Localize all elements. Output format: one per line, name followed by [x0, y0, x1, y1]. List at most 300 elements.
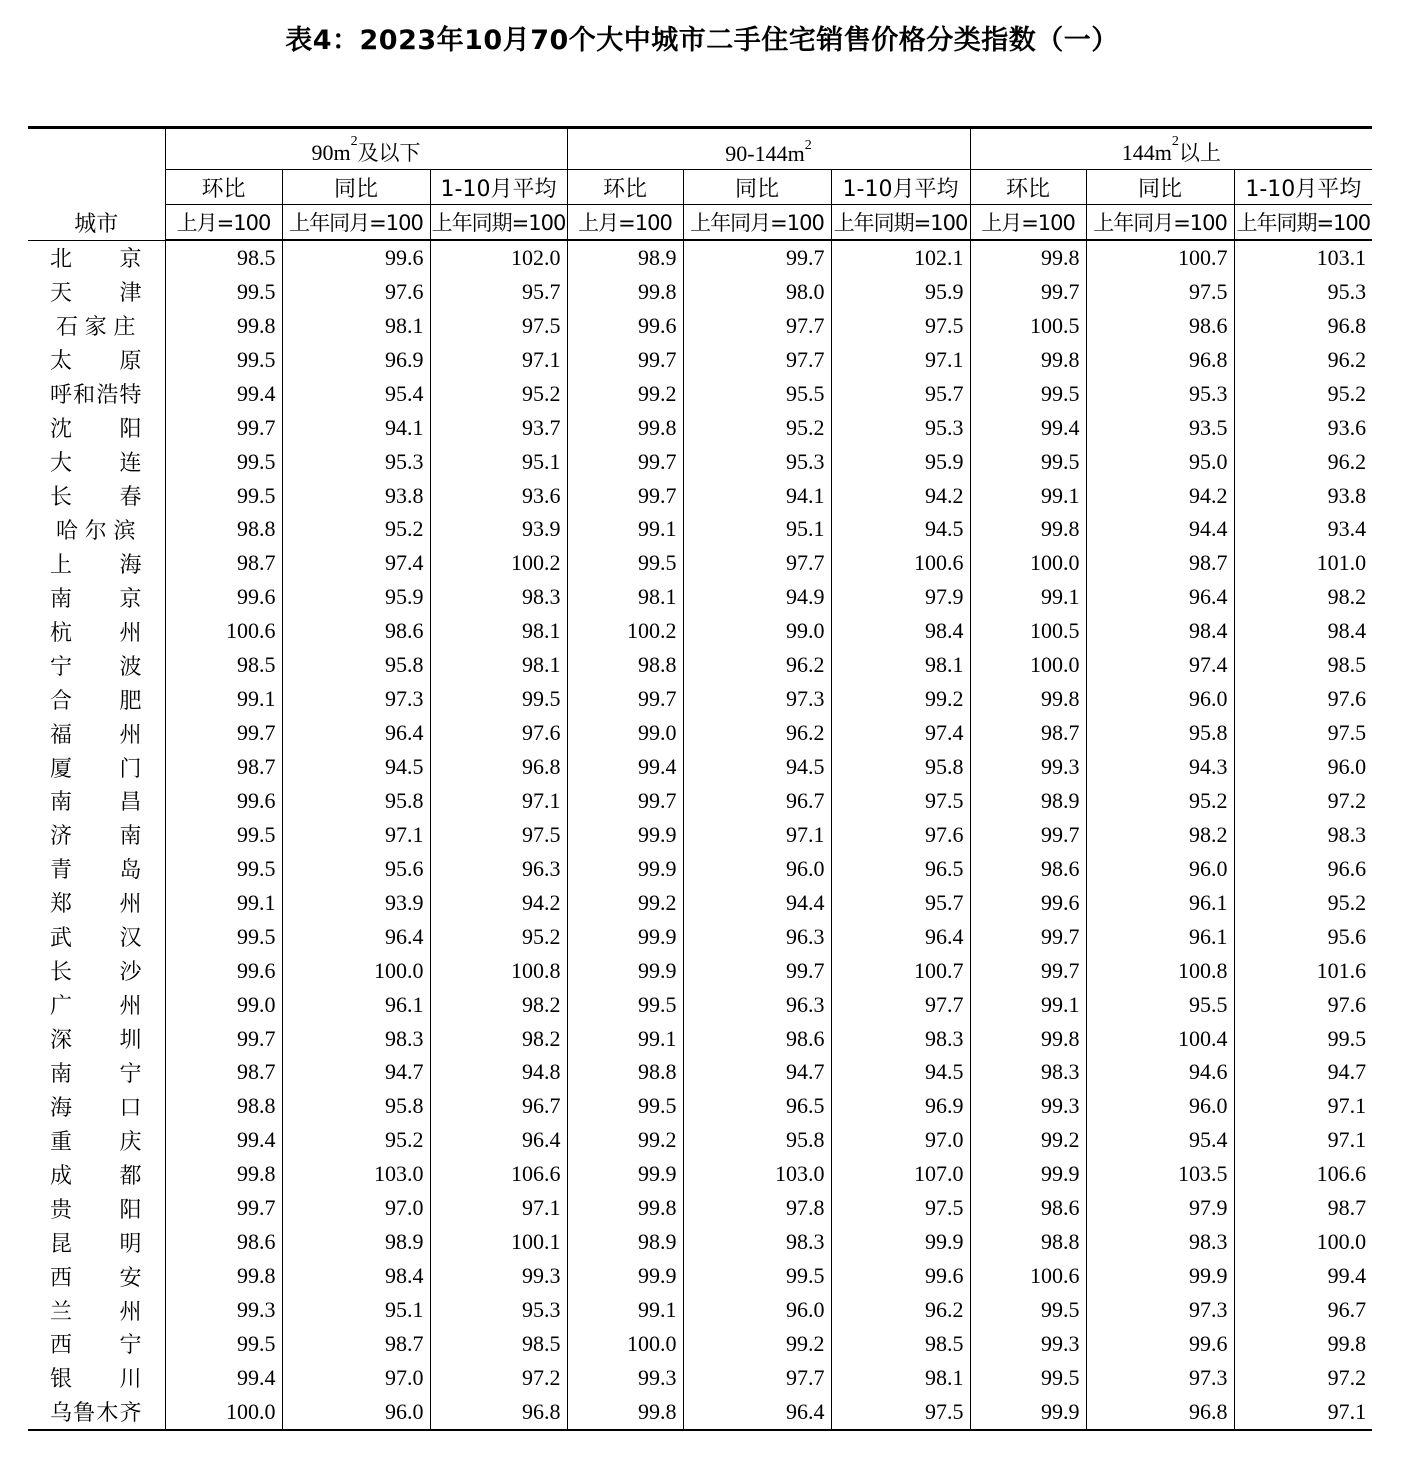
value-cell: 98.5 — [165, 648, 282, 682]
value-cell: 95.3 — [1086, 377, 1234, 411]
value-cell: 99.5 — [165, 479, 282, 513]
value-cell: 99.5 — [567, 988, 683, 1022]
value-cell: 97.1 — [430, 343, 567, 377]
value-cell: 100.0 — [1234, 1225, 1372, 1259]
value-cell: 100.6 — [165, 614, 282, 648]
table-row — [28, 750, 1372, 784]
value-cell: 98.9 — [567, 240, 683, 275]
table-row — [28, 1123, 1372, 1157]
city-cell: 福州 — [50, 722, 143, 748]
value-cell: 99.4 — [970, 411, 1086, 445]
value-cell: 98.9 — [282, 1225, 430, 1259]
value-cell: 94.1 — [683, 479, 831, 513]
value-cell: 102.0 — [430, 240, 567, 275]
value-cell: 99.0 — [165, 988, 282, 1022]
value-cell: 99.3 — [970, 1327, 1086, 1361]
city-cell: 长春 — [50, 485, 143, 511]
value-cell: 97.1 — [430, 784, 567, 818]
value-cell: 97.2 — [1234, 1361, 1372, 1395]
value-cell: 97.6 — [430, 716, 567, 750]
value-cell: 99.6 — [282, 240, 430, 275]
value-cell: 99.4 — [1234, 1259, 1372, 1293]
value-cell: 98.7 — [165, 1056, 282, 1090]
value-cell: 97.7 — [683, 546, 831, 580]
city-cell: 大连 — [50, 451, 143, 477]
value-cell: 98.3 — [683, 1225, 831, 1259]
table-row — [28, 1395, 1372, 1430]
value-cell: 99.7 — [165, 1022, 282, 1056]
value-cell: 98.6 — [683, 1022, 831, 1056]
value-cell: 98.2 — [1234, 580, 1372, 614]
value-cell: 99.9 — [567, 954, 683, 988]
value-cell: 96.7 — [1234, 1293, 1372, 1327]
value-cell: 101.6 — [1234, 954, 1372, 988]
value-cell: 98.6 — [970, 1191, 1086, 1225]
table-row — [28, 411, 1372, 445]
table-row — [28, 1056, 1372, 1090]
value-cell: 99.8 — [165, 1157, 282, 1191]
value-cell: 95.4 — [1086, 1123, 1234, 1157]
value-cell: 97.1 — [282, 818, 430, 852]
value-cell: 99.5 — [165, 343, 282, 377]
value-cell: 99.9 — [567, 1259, 683, 1293]
value-cell: 97.0 — [282, 1191, 430, 1225]
city-cell: 哈尔滨 — [56, 518, 137, 544]
value-cell: 99.1 — [567, 1022, 683, 1056]
value-cell: 94.5 — [831, 513, 970, 547]
value-cell: 97.0 — [831, 1123, 970, 1157]
table-row — [28, 546, 1372, 580]
value-cell: 97.4 — [1086, 648, 1234, 682]
value-cell: 95.8 — [1086, 716, 1234, 750]
value-cell: 97.8 — [683, 1191, 831, 1225]
value-cell: 100.0 — [282, 954, 430, 988]
value-cell: 99.5 — [683, 1259, 831, 1293]
value-cell: 99.2 — [567, 886, 683, 920]
base-header: 上年同月=100 — [683, 205, 831, 241]
value-cell: 99.8 — [567, 1191, 683, 1225]
table-row — [28, 1225, 1372, 1259]
table-row — [28, 920, 1372, 954]
city-cell: 兰州 — [50, 1299, 143, 1325]
value-cell: 99.4 — [165, 377, 282, 411]
table-row — [28, 580, 1372, 614]
value-cell: 99.2 — [970, 1123, 1086, 1157]
sub-header: 1-10月平均 — [831, 170, 970, 205]
table-row — [28, 614, 1372, 648]
value-cell: 98.8 — [567, 648, 683, 682]
value-cell: 106.6 — [430, 1157, 567, 1191]
value-cell: 99.5 — [970, 377, 1086, 411]
city-column-header: 城市 — [28, 128, 165, 241]
value-cell: 94.5 — [282, 750, 430, 784]
value-cell: 95.8 — [282, 784, 430, 818]
value-cell: 95.0 — [1086, 445, 1234, 479]
table-row — [28, 377, 1372, 411]
value-cell: 97.1 — [1234, 1123, 1372, 1157]
value-cell: 100.0 — [567, 1327, 683, 1361]
value-cell: 94.3 — [1086, 750, 1234, 784]
value-cell: 99.5 — [165, 852, 282, 886]
value-cell: 95.3 — [430, 1293, 567, 1327]
value-cell: 99.8 — [567, 1395, 683, 1430]
value-cell: 93.9 — [430, 513, 567, 547]
value-cell: 99.3 — [970, 750, 1086, 784]
value-cell: 99.5 — [165, 445, 282, 479]
value-cell: 99.1 — [165, 682, 282, 716]
value-cell: 97.9 — [831, 580, 970, 614]
value-cell: 99.6 — [165, 954, 282, 988]
value-cell: 100.8 — [430, 954, 567, 988]
value-cell: 99.9 — [831, 1225, 970, 1259]
city-cell: 天津 — [50, 281, 143, 307]
value-cell: 98.7 — [970, 716, 1086, 750]
value-cell: 99.3 — [970, 1089, 1086, 1123]
value-cell: 99.6 — [165, 784, 282, 818]
value-cell: 96.1 — [1086, 886, 1234, 920]
value-cell: 98.9 — [970, 784, 1086, 818]
value-cell: 95.5 — [683, 377, 831, 411]
city-cell: 南宁 — [50, 1061, 143, 1087]
value-cell: 96.4 — [831, 920, 970, 954]
value-cell: 95.1 — [683, 513, 831, 547]
value-cell: 99.5 — [970, 445, 1086, 479]
value-cell: 102.1 — [831, 240, 970, 275]
value-cell: 95.9 — [282, 580, 430, 614]
table-row — [28, 886, 1372, 920]
value-cell: 95.6 — [1234, 920, 1372, 954]
city-cell: 贵阳 — [50, 1197, 143, 1223]
sub-header: 同比 — [683, 170, 831, 205]
value-cell: 95.7 — [430, 275, 567, 309]
value-cell: 97.5 — [831, 1395, 970, 1430]
value-cell: 99.6 — [165, 580, 282, 614]
table-row — [28, 1293, 1372, 1327]
value-cell: 95.3 — [683, 445, 831, 479]
value-cell: 98.7 — [1234, 1191, 1372, 1225]
group-header: $90m^2$及以下 — [165, 128, 567, 170]
value-cell: 99.5 — [430, 682, 567, 716]
value-cell: 95.1 — [430, 445, 567, 479]
sub-header: 环比 — [165, 170, 282, 205]
value-cell: 98.1 — [430, 614, 567, 648]
table-row — [28, 1022, 1372, 1056]
value-cell: 96.2 — [683, 716, 831, 750]
value-cell: 98.6 — [1086, 309, 1234, 343]
value-cell: 96.1 — [282, 988, 430, 1022]
value-cell: 96.4 — [282, 920, 430, 954]
value-cell: 99.6 — [970, 886, 1086, 920]
value-cell: 99.8 — [567, 411, 683, 445]
value-cell: 96.6 — [1234, 852, 1372, 886]
value-cell: 97.9 — [1086, 1191, 1234, 1225]
city-cell: 海口 — [50, 1095, 143, 1121]
value-cell: 96.3 — [683, 988, 831, 1022]
value-cell: 96.8 — [1086, 343, 1234, 377]
value-cell: 93.9 — [282, 886, 430, 920]
value-cell: 95.5 — [1086, 988, 1234, 1022]
value-cell: 98.5 — [430, 1327, 567, 1361]
page-title: 表4：2023年10月70个大中城市二手住宅销售价格分类指数（一） — [285, 25, 1119, 56]
table-row — [28, 479, 1372, 513]
value-cell: 99.8 — [567, 275, 683, 309]
value-cell: 99.7 — [567, 445, 683, 479]
city-cell: 西安 — [50, 1265, 143, 1291]
value-cell: 97.5 — [1086, 275, 1234, 309]
value-cell: 103.0 — [282, 1157, 430, 1191]
city-cell: 成都 — [50, 1163, 143, 1189]
value-cell: 99.3 — [430, 1259, 567, 1293]
city-cell: 昆明 — [50, 1231, 143, 1257]
value-cell: 96.4 — [430, 1123, 567, 1157]
value-cell: 99.5 — [567, 1089, 683, 1123]
sub-header: 环比 — [970, 170, 1086, 205]
value-cell: 95.8 — [831, 750, 970, 784]
value-cell: 96.5 — [831, 852, 970, 886]
value-cell: 96.2 — [1234, 445, 1372, 479]
value-cell: 95.2 — [282, 513, 430, 547]
value-cell: 100.5 — [970, 614, 1086, 648]
base-header: 上月=100 — [567, 205, 683, 241]
base-header: 上年同期=100 — [430, 205, 567, 241]
table-row — [28, 240, 1372, 275]
value-cell: 99.7 — [683, 240, 831, 275]
value-cell: 97.3 — [282, 682, 430, 716]
value-cell: 98.5 — [1234, 648, 1372, 682]
value-cell: 97.1 — [831, 343, 970, 377]
value-cell: 96.0 — [683, 852, 831, 886]
value-cell: 99.1 — [970, 580, 1086, 614]
city-cell: 郑州 — [50, 892, 143, 918]
value-cell: 95.8 — [282, 648, 430, 682]
value-cell: 93.4 — [1234, 513, 1372, 547]
city-cell: 杭州 — [50, 620, 143, 646]
value-cell: 95.2 — [430, 377, 567, 411]
city-cell: 济南 — [50, 824, 143, 850]
value-cell: 98.3 — [970, 1056, 1086, 1090]
value-cell: 103.5 — [1086, 1157, 1234, 1191]
value-cell: 100.7 — [1086, 240, 1234, 275]
city-cell: 青岛 — [50, 858, 143, 884]
base-header: 上年同期=100 — [1234, 205, 1372, 241]
value-cell: 98.3 — [1086, 1225, 1234, 1259]
value-cell: 99.7 — [567, 343, 683, 377]
value-cell: 95.2 — [430, 920, 567, 954]
table-row — [28, 445, 1372, 479]
value-cell: 96.0 — [1234, 750, 1372, 784]
table-row — [28, 275, 1372, 309]
table-row — [28, 818, 1372, 852]
value-cell: 100.7 — [831, 954, 970, 988]
value-cell: 99.4 — [165, 1123, 282, 1157]
value-cell: 97.5 — [430, 309, 567, 343]
value-cell: 99.8 — [165, 309, 282, 343]
city-cell: 宁波 — [50, 654, 143, 680]
sub-header: 1-10月平均 — [430, 170, 567, 205]
base-header: 上月=100 — [165, 205, 282, 241]
city-cell: 呼和浩特 — [50, 383, 143, 409]
table-row — [28, 716, 1372, 750]
value-cell: 99.2 — [683, 1327, 831, 1361]
value-cell: 98.4 — [831, 614, 970, 648]
value-cell: 97.7 — [831, 988, 970, 1022]
value-cell: 97.1 — [1234, 1395, 1372, 1430]
value-cell: 96.7 — [683, 784, 831, 818]
sub-header: 1-10月平均 — [1234, 170, 1372, 205]
table-row — [28, 1157, 1372, 1191]
value-cell: 98.2 — [430, 1022, 567, 1056]
value-cell: 95.2 — [683, 411, 831, 445]
value-cell: 97.3 — [1086, 1361, 1234, 1395]
value-cell: 95.3 — [282, 445, 430, 479]
value-cell: 99.5 — [165, 275, 282, 309]
value-cell: 98.4 — [1086, 614, 1234, 648]
value-cell: 99.7 — [970, 920, 1086, 954]
value-cell: 99.9 — [567, 920, 683, 954]
value-cell: 93.5 — [1086, 411, 1234, 445]
sub-header: 同比 — [282, 170, 430, 205]
value-cell: 97.1 — [683, 818, 831, 852]
value-cell: 99.0 — [683, 614, 831, 648]
value-cell: 94.9 — [683, 580, 831, 614]
value-cell: 95.3 — [831, 411, 970, 445]
value-cell: 99.5 — [970, 1361, 1086, 1395]
city-cell: 广州 — [50, 994, 143, 1020]
table-row — [28, 1259, 1372, 1293]
value-cell: 99.2 — [567, 1123, 683, 1157]
value-cell: 97.3 — [683, 682, 831, 716]
group-header: $90-144m^2$ — [567, 128, 970, 170]
value-cell: 95.7 — [831, 377, 970, 411]
base-header: 上月=100 — [970, 205, 1086, 241]
value-cell: 95.2 — [282, 1123, 430, 1157]
value-cell: 99.2 — [831, 682, 970, 716]
value-cell: 99.4 — [567, 750, 683, 784]
city-cell: 石家庄 — [56, 315, 137, 341]
value-cell: 93.6 — [430, 479, 567, 513]
city-cell: 合肥 — [50, 688, 143, 714]
value-cell: 97.2 — [1234, 784, 1372, 818]
value-cell: 99.6 — [567, 309, 683, 343]
value-cell: 98.0 — [683, 275, 831, 309]
value-cell: 99.5 — [165, 920, 282, 954]
value-cell: 99.7 — [567, 784, 683, 818]
value-cell: 97.7 — [683, 309, 831, 343]
value-cell: 98.1 — [567, 580, 683, 614]
city-cell: 乌鲁木齐 — [28, 1395, 165, 1430]
value-cell: 96.2 — [831, 1293, 970, 1327]
value-cell: 95.2 — [1234, 886, 1372, 920]
value-cell: 96.2 — [1234, 343, 1372, 377]
value-cell: 97.5 — [831, 784, 970, 818]
value-cell: 99.7 — [567, 479, 683, 513]
value-cell: 94.7 — [1234, 1056, 1372, 1090]
value-cell: 99.8 — [970, 343, 1086, 377]
value-cell: 93.8 — [1234, 479, 1372, 513]
value-cell: 98.6 — [165, 1225, 282, 1259]
value-cell: 99.8 — [165, 1259, 282, 1293]
value-cell: 94.4 — [683, 886, 831, 920]
value-cell: 97.7 — [683, 1361, 831, 1395]
value-cell: 94.2 — [831, 479, 970, 513]
city-cell: 南京 — [50, 586, 143, 612]
value-cell: 100.8 — [1086, 954, 1234, 988]
value-cell: 99.5 — [567, 546, 683, 580]
value-cell: 100.4 — [1086, 1022, 1234, 1056]
value-cell: 97.6 — [1234, 988, 1372, 1022]
city-cell: 西宁 — [50, 1333, 143, 1359]
value-cell: 99.8 — [970, 513, 1086, 547]
city-cell: 武汉 — [50, 926, 143, 952]
value-cell: 94.5 — [831, 1056, 970, 1090]
value-cell: 96.0 — [282, 1395, 430, 1430]
value-cell: 100.5 — [970, 309, 1086, 343]
value-cell: 97.0 — [282, 1361, 430, 1395]
value-cell: 98.8 — [165, 513, 282, 547]
value-cell: 96.8 — [1234, 309, 1372, 343]
value-cell: 99.3 — [165, 1293, 282, 1327]
value-cell: 99.5 — [165, 818, 282, 852]
value-cell: 98.3 — [282, 1022, 430, 1056]
value-cell: 98.8 — [970, 1225, 1086, 1259]
value-cell: 94.6 — [1086, 1056, 1234, 1090]
city-cell: 太原 — [50, 349, 143, 375]
table-row — [28, 988, 1372, 1022]
value-cell: 94.5 — [683, 750, 831, 784]
value-cell: 99.7 — [165, 411, 282, 445]
value-cell: 99.7 — [567, 682, 683, 716]
value-cell: 100.2 — [430, 546, 567, 580]
value-cell: 98.7 — [165, 750, 282, 784]
table-row — [28, 1361, 1372, 1395]
value-cell: 98.7 — [282, 1327, 430, 1361]
value-cell: 99.1 — [567, 513, 683, 547]
value-cell: 97.5 — [430, 818, 567, 852]
value-cell: 99.2 — [567, 377, 683, 411]
value-cell: 96.8 — [430, 1395, 567, 1430]
table-row — [28, 1191, 1372, 1225]
value-cell: 99.6 — [1086, 1327, 1234, 1361]
value-cell: 95.6 — [282, 852, 430, 886]
value-cell: 96.3 — [430, 852, 567, 886]
value-cell: 99.7 — [970, 954, 1086, 988]
value-cell: 99.1 — [970, 988, 1086, 1022]
value-cell: 95.8 — [282, 1089, 430, 1123]
value-cell: 99.6 — [831, 1259, 970, 1293]
value-cell: 99.8 — [970, 682, 1086, 716]
value-cell: 94.4 — [1086, 513, 1234, 547]
value-cell: 99.1 — [970, 479, 1086, 513]
base-header: 上年同月=100 — [1086, 205, 1234, 241]
value-cell: 95.7 — [831, 886, 970, 920]
value-cell: 96.4 — [683, 1395, 831, 1430]
value-cell: 99.8 — [1234, 1327, 1372, 1361]
value-cell: 98.2 — [1086, 818, 1234, 852]
value-cell: 99.7 — [970, 818, 1086, 852]
value-cell: 100.1 — [430, 1225, 567, 1259]
value-cell: 94.8 — [430, 1056, 567, 1090]
value-cell: 96.1 — [1086, 920, 1234, 954]
value-cell: 97.2 — [430, 1361, 567, 1395]
table-row — [28, 513, 1372, 547]
value-cell: 95.3 — [1234, 275, 1372, 309]
value-cell: 99.1 — [165, 886, 282, 920]
city-cell: 南昌 — [50, 790, 143, 816]
group-header: $144m^2$以上 — [970, 128, 1372, 170]
value-cell: 97.7 — [683, 343, 831, 377]
value-cell: 96.4 — [282, 716, 430, 750]
value-cell: 95.1 — [282, 1293, 430, 1327]
